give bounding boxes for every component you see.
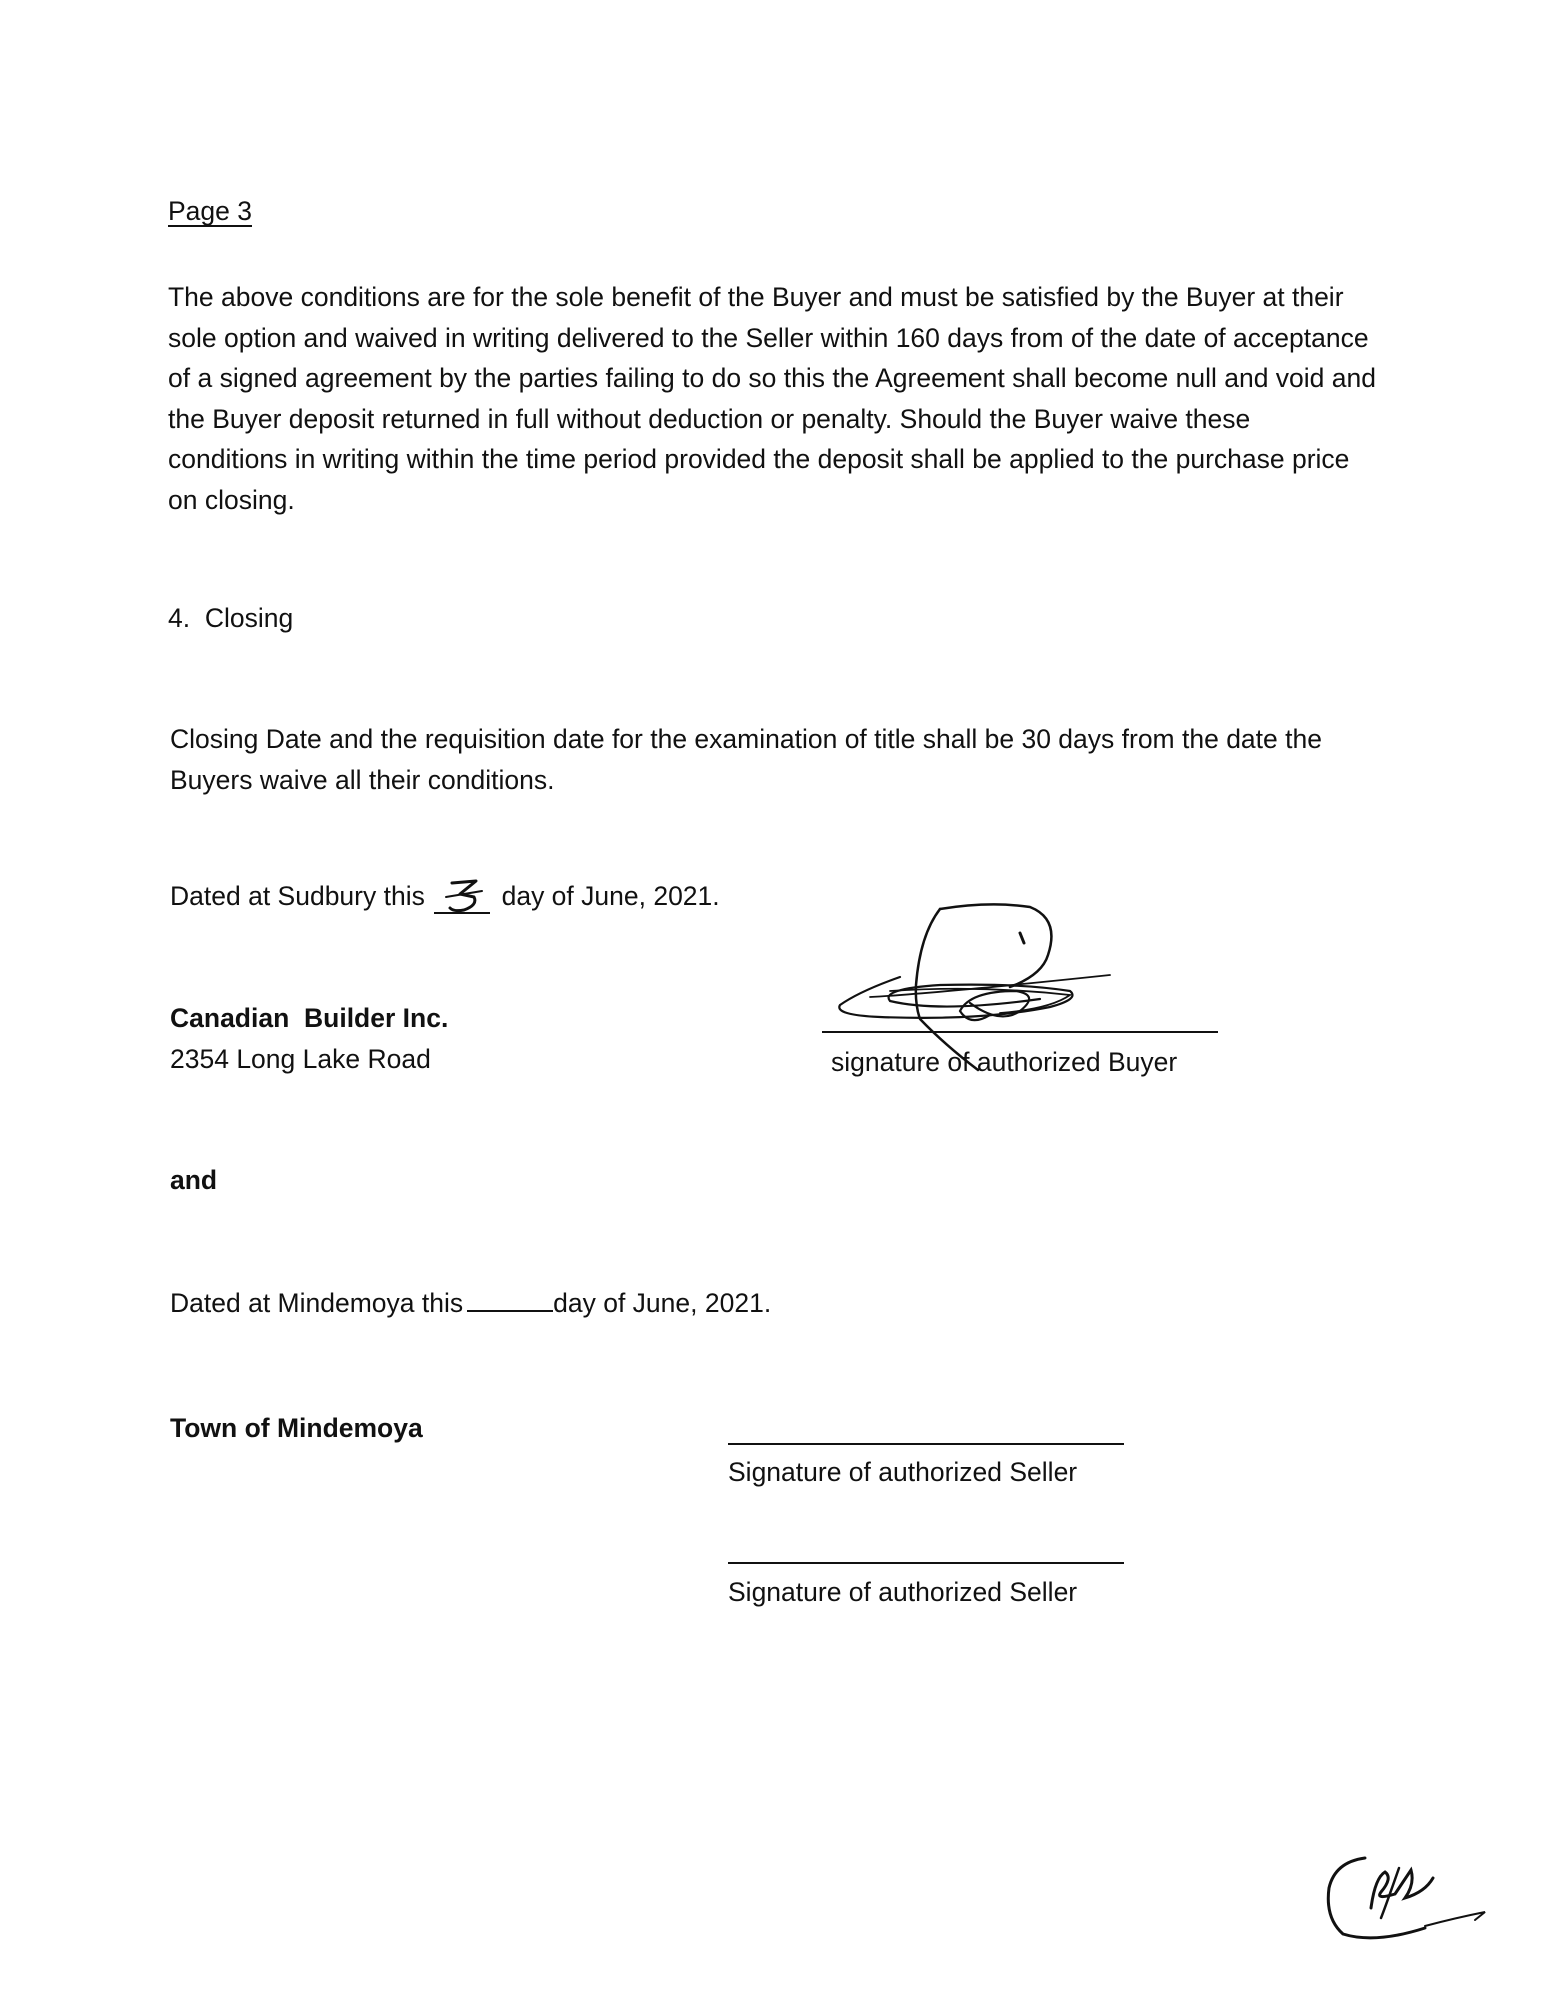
section-heading-closing: 4. Closing xyxy=(168,603,294,633)
paragraph-line: conditions in writing within the time period provided the deposit shall be applied to the purchase price xyxy=(168,444,1350,474)
closing-paragraph xyxy=(170,719,1400,800)
connector-and: and xyxy=(170,1165,218,1195)
buyer-dated-suffix: day of June, 2021. xyxy=(501,881,720,911)
buyer-dated-day-field xyxy=(432,883,494,913)
handwritten-initials-mark xyxy=(1315,1848,1495,1948)
paragraph-line: Buyers waive all their conditions. xyxy=(170,764,555,795)
page-label: Page 3 xyxy=(168,196,252,226)
buyer-company-address: 2354 Long Lake Road xyxy=(170,1044,431,1074)
paragraph-line: the Buyer deposit returned in full without deduction or penalty. Should the Buyer waive these xyxy=(168,403,1251,434)
buyer-dated-prefix: Dated at Sudbury this xyxy=(170,881,425,911)
seller-dated-suffix: day of June, 2021. xyxy=(553,1288,772,1318)
seller-dated-prefix: Dated at Mindemoya this xyxy=(170,1288,464,1318)
buyer-company-name: Canadian Builder Inc. xyxy=(170,1003,449,1033)
seller-signature-caption-1: Signature of authorized Seller xyxy=(728,1457,1078,1487)
buyer-signature-caption: signature of authorized Buyer xyxy=(831,1047,1178,1077)
conditions-paragraph xyxy=(168,277,1398,520)
seller-signature-caption-2: Signature of authorized Seller xyxy=(728,1577,1078,1607)
buyer-dated-line xyxy=(170,876,720,916)
paragraph-line: Closing Date and the requisition date for the examination of title shall be 30 days from the date the xyxy=(170,724,1322,754)
paragraph-line: on closing. xyxy=(168,484,295,515)
seller-name: Town of Mindemoya xyxy=(170,1413,423,1443)
buyer-signature-line xyxy=(822,1031,1218,1033)
paragraph-line: The above conditions are for the sole benefit of the Buyer and must be satisfied by the Buyer at their xyxy=(168,282,1344,312)
paragraph-line: sole option and waived in writing delivered to the Seller within 160 days from of the date of acceptance xyxy=(168,322,1369,353)
handwritten-day-number xyxy=(442,877,486,917)
paragraph-line: of a signed agreement by the parties failing to do so this the Agreement shall become null and void and xyxy=(168,363,1376,393)
seller-signature-line-1 xyxy=(728,1443,1124,1445)
seller-dated-day-blank xyxy=(467,1286,553,1312)
seller-signature-line-2 xyxy=(728,1562,1124,1564)
seller-dated-line xyxy=(170,1283,771,1323)
